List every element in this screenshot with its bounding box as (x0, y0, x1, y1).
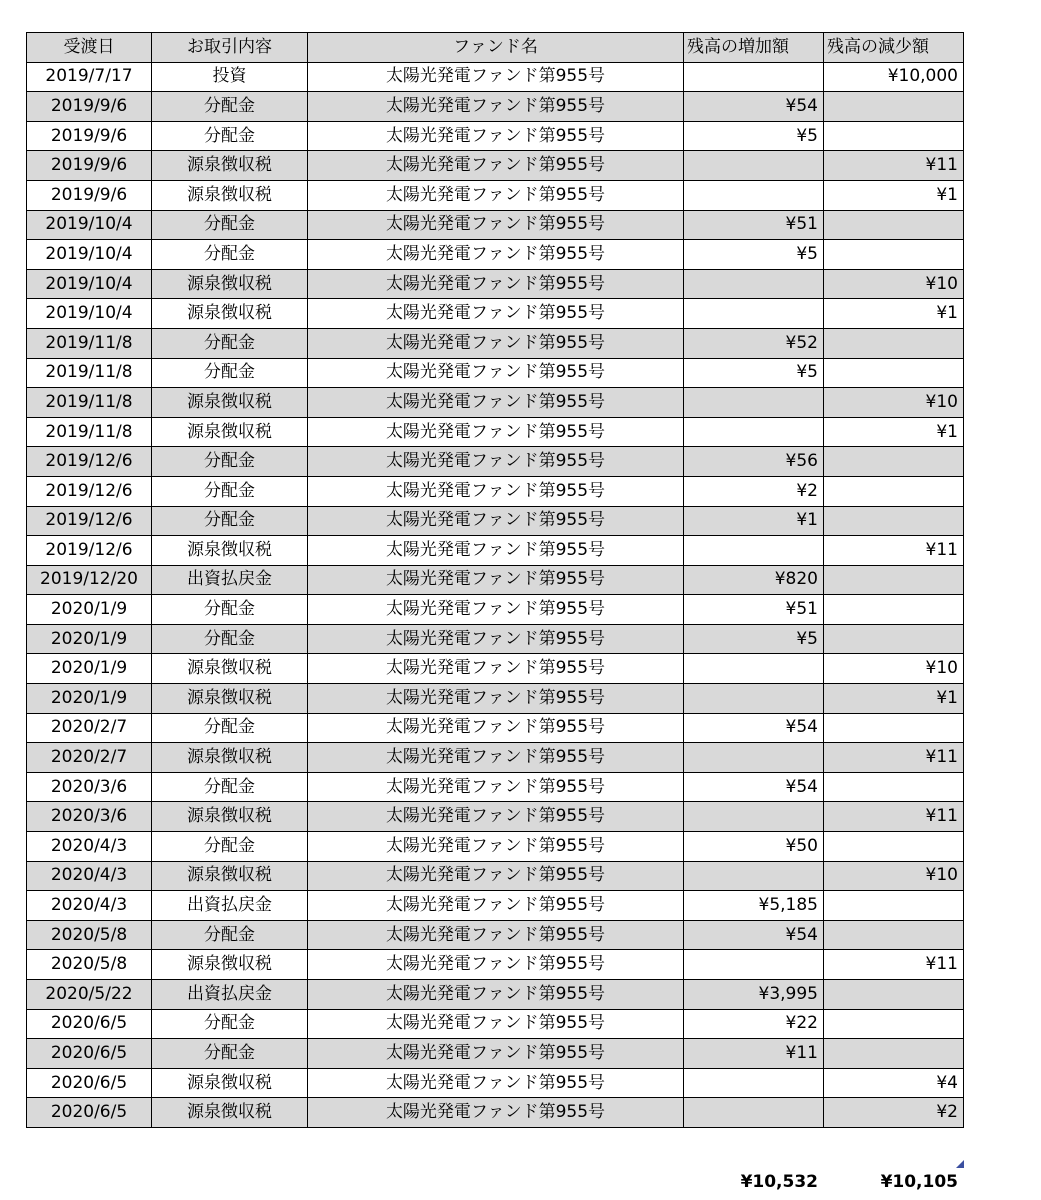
cell-fund: 太陽光発電ファンド第955号 (308, 980, 684, 1010)
cell-increase: ¥5,185 (684, 891, 824, 921)
column-header-decrease: 残高の減少額 (824, 33, 964, 63)
cell-type: 分配金 (152, 210, 308, 240)
cell-date: 2019/12/20 (27, 565, 152, 595)
cell-type: 分配金 (152, 920, 308, 950)
cell-type: 分配金 (152, 447, 308, 477)
cell-increase (684, 417, 824, 447)
cell-date: 2019/10/4 (27, 299, 152, 329)
total-increase: ¥10,532 (740, 1172, 818, 1192)
cell-type: 源泉徴収税 (152, 861, 308, 891)
cell-increase: ¥50 (684, 832, 824, 862)
cell-increase (684, 743, 824, 773)
cell-type: 源泉徴収税 (152, 536, 308, 566)
cell-fund: 太陽光発電ファンド第955号 (308, 299, 684, 329)
cell-date: 2019/12/6 (27, 476, 152, 506)
cell-fund: 太陽光発電ファンド第955号 (308, 1068, 684, 1098)
cell-type: 源泉徴収税 (152, 684, 308, 714)
cell-increase (684, 861, 824, 891)
cell-date: 2020/5/22 (27, 980, 152, 1010)
cell-date: 2020/6/5 (27, 1009, 152, 1039)
cell-fund: 太陽光発電ファンド第955号 (308, 536, 684, 566)
cell-decrease (824, 328, 964, 358)
transaction-sheet (26, 32, 964, 1128)
cell-type: 源泉徴収税 (152, 1068, 308, 1098)
cell-decrease (824, 92, 964, 122)
cell-increase (684, 802, 824, 832)
cell-decrease (824, 920, 964, 950)
cell-fund: 太陽光発電ファンド第955号 (308, 920, 684, 950)
cell-fund: 太陽光発電ファンド第955号 (308, 62, 684, 92)
cell-date: 2020/6/5 (27, 1068, 152, 1098)
cell-increase: ¥5 (684, 240, 824, 270)
cell-fund: 太陽光発電ファンド第955号 (308, 743, 684, 773)
cell-decrease (824, 1009, 964, 1039)
cell-type: 分配金 (152, 121, 308, 151)
cell-decrease: ¥11 (824, 802, 964, 832)
cell-decrease: ¥11 (824, 536, 964, 566)
cell-increase (684, 1068, 824, 1098)
cell-increase: ¥22 (684, 1009, 824, 1039)
cell-fund: 太陽光発電ファンド第955号 (308, 506, 684, 536)
cell-type: 分配金 (152, 1039, 308, 1069)
cell-increase (684, 151, 824, 181)
cell-fund: 太陽光発電ファンド第955号 (308, 861, 684, 891)
cell-fund: 太陽光発電ファンド第955号 (308, 624, 684, 654)
header-row (27, 33, 964, 63)
table-row (27, 476, 964, 506)
cell-decrease (824, 1039, 964, 1069)
cell-type: 源泉徴収税 (152, 417, 308, 447)
cell-date: 2019/9/6 (27, 92, 152, 122)
cell-date: 2019/11/8 (27, 388, 152, 418)
cell-increase: ¥52 (684, 328, 824, 358)
cell-fund: 太陽光発電ファンド第955号 (308, 121, 684, 151)
cell-date: 2019/10/4 (27, 210, 152, 240)
cell-type: 分配金 (152, 476, 308, 506)
cell-date: 2019/12/6 (27, 536, 152, 566)
cell-decrease: ¥10 (824, 388, 964, 418)
cell-date: 2019/10/4 (27, 240, 152, 270)
cell-type: 出資払戻金 (152, 980, 308, 1010)
cell-date: 2020/4/3 (27, 861, 152, 891)
cell-decrease: ¥2 (824, 1098, 964, 1128)
cell-type: 分配金 (152, 358, 308, 388)
cell-increase: ¥54 (684, 772, 824, 802)
table-row (27, 269, 964, 299)
cell-date: 2020/6/5 (27, 1039, 152, 1069)
cell-decrease (824, 506, 964, 536)
cell-fund: 太陽光発電ファンド第955号 (308, 476, 684, 506)
cell-decrease (824, 980, 964, 1010)
cell-increase (684, 180, 824, 210)
cell-type: 源泉徴収税 (152, 950, 308, 980)
cell-decrease: ¥1 (824, 180, 964, 210)
cell-date: 2019/11/8 (27, 417, 152, 447)
cell-fund: 太陽光発電ファンド第955号 (308, 950, 684, 980)
cell-increase (684, 388, 824, 418)
cell-decrease (824, 891, 964, 921)
cell-fund: 太陽光発電ファンド第955号 (308, 1098, 684, 1128)
cell-type: 分配金 (152, 624, 308, 654)
cell-date: 2020/4/3 (27, 891, 152, 921)
cell-fund: 太陽光発電ファンド第955号 (308, 447, 684, 477)
table-row (27, 210, 964, 240)
table-row (27, 506, 964, 536)
cell-decrease (824, 624, 964, 654)
cell-increase: ¥51 (684, 595, 824, 625)
cell-date: 2019/9/6 (27, 180, 152, 210)
table-row (27, 151, 964, 181)
table-row (27, 1039, 964, 1069)
table-row (27, 772, 964, 802)
transaction-table (26, 32, 964, 1128)
cell-increase (684, 269, 824, 299)
cell-increase (684, 62, 824, 92)
cell-increase: ¥1 (684, 506, 824, 536)
cell-date: 2020/1/9 (27, 595, 152, 625)
cell-fund: 太陽光発電ファンド第955号 (308, 92, 684, 122)
cell-increase: ¥54 (684, 920, 824, 950)
cell-decrease (824, 595, 964, 625)
cell-increase (684, 950, 824, 980)
cell-fund: 太陽光発電ファンド第955号 (308, 180, 684, 210)
table-row (27, 92, 964, 122)
cell-type: 源泉徴収税 (152, 802, 308, 832)
table-row (27, 624, 964, 654)
cell-date: 2020/1/9 (27, 624, 152, 654)
cell-date: 2020/6/5 (27, 1098, 152, 1128)
cell-date: 2020/3/6 (27, 772, 152, 802)
cell-type: 源泉徴収税 (152, 151, 308, 181)
cell-decrease: ¥10 (824, 861, 964, 891)
cell-fund: 太陽光発電ファンド第955号 (308, 772, 684, 802)
table-row (27, 980, 964, 1010)
cell-date: 2020/5/8 (27, 950, 152, 980)
table-row (27, 417, 964, 447)
cell-fund: 太陽光発電ファンド第955号 (308, 328, 684, 358)
table-row (27, 299, 964, 329)
cell-decrease (824, 358, 964, 388)
cell-date: 2020/1/9 (27, 684, 152, 714)
table-row (27, 861, 964, 891)
table-row (27, 713, 964, 743)
table-row (27, 950, 964, 980)
table-row (27, 240, 964, 270)
cell-type: 分配金 (152, 595, 308, 625)
table-row (27, 920, 964, 950)
cell-decrease: ¥1 (824, 417, 964, 447)
cell-decrease (824, 240, 964, 270)
cell-increase: ¥5 (684, 121, 824, 151)
table-row (27, 1009, 964, 1039)
cell-type: 分配金 (152, 1009, 308, 1039)
cell-decrease: ¥4 (824, 1068, 964, 1098)
table-row (27, 180, 964, 210)
cell-decrease (824, 713, 964, 743)
cell-date: 2019/7/17 (27, 62, 152, 92)
cell-decrease: ¥11 (824, 151, 964, 181)
table-row (27, 891, 964, 921)
cell-decrease: ¥10,000 (824, 62, 964, 92)
cell-fund: 太陽光発電ファンド第955号 (308, 358, 684, 388)
cell-type: 源泉徴収税 (152, 743, 308, 773)
cell-date: 2019/12/6 (27, 447, 152, 477)
cell-fund: 太陽光発電ファンド第955号 (308, 1009, 684, 1039)
cell-increase: ¥5 (684, 358, 824, 388)
table-row (27, 1068, 964, 1098)
table-row (27, 62, 964, 92)
cell-decrease: ¥11 (824, 743, 964, 773)
table-row (27, 358, 964, 388)
cell-fund: 太陽光発電ファンド第955号 (308, 269, 684, 299)
cell-increase (684, 654, 824, 684)
cell-type: 分配金 (152, 328, 308, 358)
cell-increase: ¥56 (684, 447, 824, 477)
table-row (27, 832, 964, 862)
cell-fund: 太陽光発電ファンド第955号 (308, 832, 684, 862)
cell-type: 出資払戻金 (152, 891, 308, 921)
cell-type: 分配金 (152, 772, 308, 802)
cell-fund: 太陽光発電ファンド第955号 (308, 565, 684, 595)
table-row (27, 447, 964, 477)
cell-date: 2020/2/7 (27, 743, 152, 773)
cell-fund: 太陽光発電ファンド第955号 (308, 891, 684, 921)
cell-fund: 太陽光発電ファンド第955号 (308, 802, 684, 832)
cell-decrease: ¥10 (824, 269, 964, 299)
table-body (27, 62, 964, 1127)
cell-date: 2019/12/6 (27, 506, 152, 536)
table-row (27, 802, 964, 832)
cell-type: 源泉徴収税 (152, 299, 308, 329)
cell-date: 2020/4/3 (27, 832, 152, 862)
cell-type: 源泉徴収税 (152, 269, 308, 299)
cell-increase (684, 684, 824, 714)
table-row (27, 654, 964, 684)
cell-increase: ¥11 (684, 1039, 824, 1069)
cell-increase (684, 299, 824, 329)
cell-date: 2020/1/9 (27, 654, 152, 684)
cell-type: 分配金 (152, 240, 308, 270)
cell-type: 出資払戻金 (152, 565, 308, 595)
column-header-increase: 残高の増加額 (684, 33, 824, 63)
table-row (27, 388, 964, 418)
total-decrease: ¥10,105 (880, 1172, 958, 1192)
column-header-type: お取引内容 (152, 33, 308, 63)
cell-decrease (824, 476, 964, 506)
cell-type: 分配金 (152, 832, 308, 862)
cell-decrease (824, 565, 964, 595)
table-row (27, 595, 964, 625)
table-row (27, 536, 964, 566)
cell-type: 源泉徴収税 (152, 388, 308, 418)
cell-decrease: ¥10 (824, 654, 964, 684)
cell-fill-handle[interactable] (956, 1160, 964, 1168)
cell-fund: 太陽光発電ファンド第955号 (308, 1039, 684, 1069)
cell-fund: 太陽光発電ファンド第955号 (308, 151, 684, 181)
cell-date: 2020/3/6 (27, 802, 152, 832)
cell-increase: ¥54 (684, 713, 824, 743)
cell-decrease: ¥11 (824, 950, 964, 980)
cell-increase: ¥54 (684, 92, 824, 122)
cell-increase: ¥5 (684, 624, 824, 654)
table-row (27, 684, 964, 714)
cell-fund: 太陽光発電ファンド第955号 (308, 684, 684, 714)
cell-fund: 太陽光発電ファンド第955号 (308, 240, 684, 270)
cell-increase: ¥3,995 (684, 980, 824, 1010)
cell-fund: 太陽光発電ファンド第955号 (308, 417, 684, 447)
cell-type: 分配金 (152, 92, 308, 122)
cell-decrease (824, 210, 964, 240)
cell-decrease (824, 447, 964, 477)
table-row (27, 1098, 964, 1128)
cell-decrease: ¥1 (824, 299, 964, 329)
cell-increase: ¥820 (684, 565, 824, 595)
cell-date: 2019/9/6 (27, 151, 152, 181)
cell-fund: 太陽光発電ファンド第955号 (308, 713, 684, 743)
cell-increase: ¥51 (684, 210, 824, 240)
cell-date: 2019/11/8 (27, 328, 152, 358)
column-header-fund: ファンド名 (308, 33, 684, 63)
cell-date: 2020/5/8 (27, 920, 152, 950)
cell-type: 源泉徴収税 (152, 654, 308, 684)
cell-date: 2019/9/6 (27, 121, 152, 151)
table-row (27, 743, 964, 773)
cell-increase (684, 1098, 824, 1128)
cell-decrease (824, 772, 964, 802)
cell-type: 投資 (152, 62, 308, 92)
cell-type: 分配金 (152, 506, 308, 536)
cell-fund: 太陽光発電ファンド第955号 (308, 210, 684, 240)
cell-date: 2019/11/8 (27, 358, 152, 388)
cell-fund: 太陽光発電ファンド第955号 (308, 654, 684, 684)
table-row (27, 328, 964, 358)
table-row (27, 121, 964, 151)
cell-decrease: ¥1 (824, 684, 964, 714)
cell-decrease (824, 121, 964, 151)
cell-date: 2019/10/4 (27, 269, 152, 299)
cell-decrease (824, 832, 964, 862)
cell-increase: ¥2 (684, 476, 824, 506)
column-header-date: 受渡日 (27, 33, 152, 63)
table-row (27, 565, 964, 595)
cell-type: 分配金 (152, 713, 308, 743)
cell-fund: 太陽光発電ファンド第955号 (308, 388, 684, 418)
cell-increase (684, 536, 824, 566)
cell-type: 源泉徴収税 (152, 1098, 308, 1128)
cell-fund: 太陽光発電ファンド第955号 (308, 595, 684, 625)
cell-type: 源泉徴収税 (152, 180, 308, 210)
cell-date: 2020/2/7 (27, 713, 152, 743)
